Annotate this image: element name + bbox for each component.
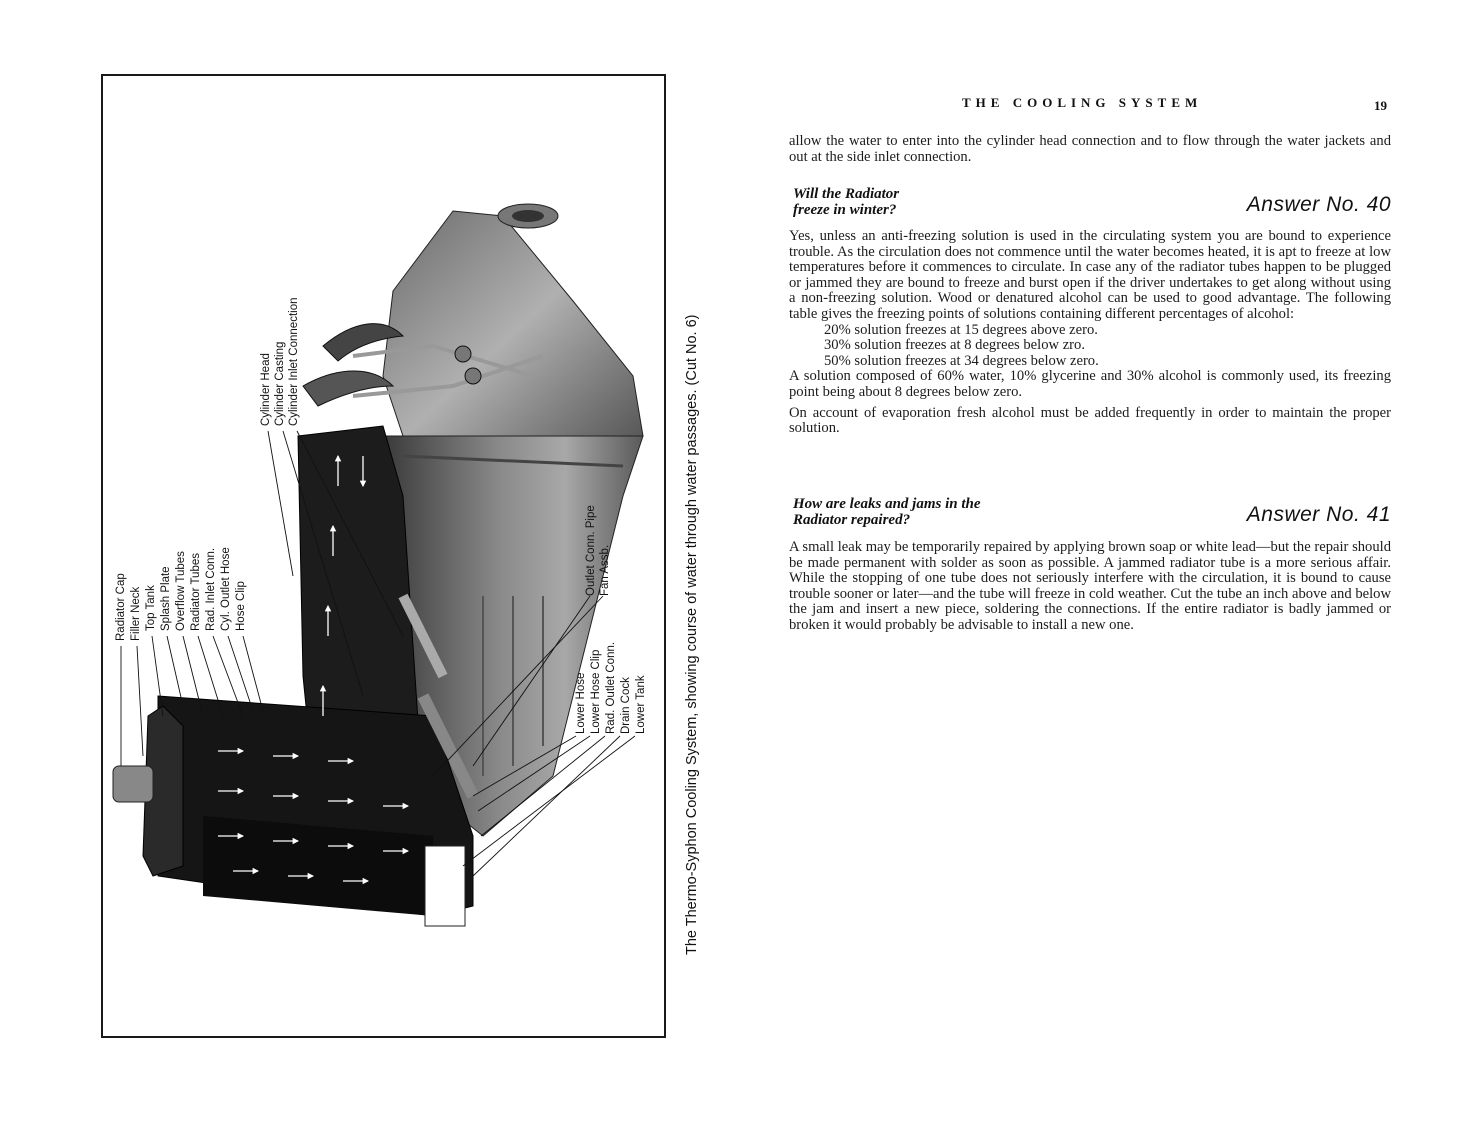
label-overflow-tubes: Overflow Tubes xyxy=(175,551,187,631)
freeze-table-row: 30% solution freezes at 8 degrees below zro. xyxy=(824,337,1085,354)
question-40-line1: Will the Radiator xyxy=(793,186,900,202)
evaporation-paragraph: On account of evaporation fresh alcohol must be added frequently in order to maintain the proper solution. xyxy=(789,404,1391,437)
label-lower-tank: Lower Tank xyxy=(635,675,647,734)
label-cylinder-casting: Cylinder Casting xyxy=(274,341,286,426)
label-fan-assb: Fan Assb. xyxy=(599,544,611,596)
label-cylinder-head: Cylinder Head xyxy=(260,353,272,426)
question-41-line1: How are leaks and jams in the xyxy=(793,496,981,512)
freeze-table-row: 20% solution freezes at 15 degrees above zero. xyxy=(824,321,1098,338)
answer-40-body xyxy=(789,229,1391,437)
answer-41-label: Answer No. 41 xyxy=(1246,503,1391,526)
figure-caption: The Thermo-Syphon Cooling System, showing course of water through water passages. (Cut No. 6) xyxy=(684,314,700,955)
figure-frame xyxy=(101,74,666,1038)
label-radiator-tubes: Radiator Tubes xyxy=(190,553,202,631)
question-41-text xyxy=(793,496,1093,528)
label-lower-hose-clip: Lower Hose Clip xyxy=(590,649,602,734)
label-lower-hose: Lower Hose xyxy=(575,672,587,734)
label-radiator-cap: Radiator Cap xyxy=(115,573,127,641)
question-41 xyxy=(793,496,1391,530)
label-drain-cock: Drain Cock xyxy=(620,677,632,734)
label-splash-plate: Splash Plate xyxy=(160,566,172,631)
question-40-text xyxy=(793,186,1093,218)
intro-paragraph xyxy=(789,134,1391,165)
page-number: 19 xyxy=(1374,98,1387,113)
running-head: THE COOLING SYSTEM xyxy=(962,95,1203,110)
answer-40-label: Answer No. 40 xyxy=(1246,193,1391,216)
question-40-line2: freeze in winter? xyxy=(793,202,897,218)
freeze-table-row: 50% solution freezes at 34 degrees below zero. xyxy=(824,352,1099,369)
label-hose-clip: Hose Clip xyxy=(235,581,247,631)
label-filler-neck: Filler Neck xyxy=(130,586,142,641)
label-outlet-conn-pipe: Outlet Conn. Pipe xyxy=(585,505,597,596)
answer-40-paragraph: Yes, unless an anti-freezing solution is used in the circulating system you are bound to experience trouble. As the circulation does not commence until the water becomes heated, it is apt to freeze at low temperatures before it commences to circulate. In case any of the radiator tubes happen to be plugged or jammed they are bound to freeze and burst open if the driver undertakes to get along without using a non-freezing solution. Wood or denatured alcohol can be used to good advantage. The following table gives the freezing points of solutions containing different percentages of alcohol: xyxy=(789,228,1391,322)
label-cyl-outlet-hose: Cyl. Outlet Hose xyxy=(220,547,232,631)
answer-41-body xyxy=(789,540,1391,634)
question-40 xyxy=(793,186,1391,220)
answer-41-paragraph: A small leak may be temporarily repaired by applying brown soap or white lead—but the repair should be made permanent with solder as soon as possible. A jammed radiator tube is a more serious affair. While the stopping of one tube does not seriously interfere with the circulation, it is bound to cause trouble sooner or later—and the tube will freeze in cold weather. Cut the tube an inch above and below the jam and insert a new piece, soldering the connections. If the entire radiator is badly jammed or broken it would probably be advisable to install a new one. xyxy=(789,539,1391,633)
label-rad-inlet-conn: Rad. Inlet Conn. xyxy=(205,547,217,631)
label-cylinder-inlet-connection: Cylinder Inlet Connection xyxy=(288,297,300,426)
glycerine-paragraph: A solution composed of 60% water, 10% glycerine and 30% alcohol is commonly used, its freezing point being about 8 degrees below zero. xyxy=(789,368,1391,400)
intro-text: allow the water to enter into the cylinder head connection and to flow through the water jackets and out at the side inlet connection. xyxy=(789,133,1391,165)
label-rad-outlet-conn: Rad. Outlet Conn. xyxy=(605,641,617,734)
question-41-line2: Radiator repaired? xyxy=(793,512,911,528)
label-top-tank: Top Tank xyxy=(145,585,157,631)
